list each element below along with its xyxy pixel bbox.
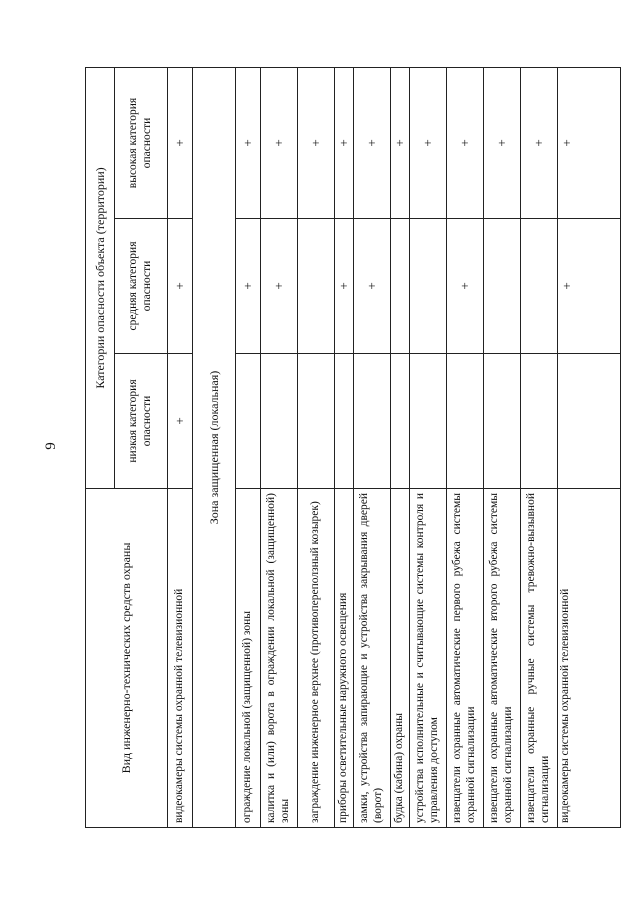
mark-medium (391, 219, 410, 354)
table-row (335, 67, 354, 827)
mark-low (521, 354, 558, 489)
mark-medium: + (168, 219, 193, 354)
mark-low (236, 354, 261, 489)
mark-high: + (261, 67, 298, 218)
mark-high: + (335, 67, 354, 218)
table-row (236, 67, 261, 827)
mark-medium (298, 219, 335, 354)
mark-medium: + (236, 219, 261, 354)
mark-low (558, 354, 621, 489)
row-name: приборы осветительные наружного освещения (335, 489, 354, 828)
mark-medium (410, 219, 447, 354)
table-row (447, 67, 484, 827)
mark-high: + (410, 67, 447, 218)
mark-medium (484, 219, 521, 354)
security-means-table (85, 67, 621, 828)
mark-medium: + (447, 219, 484, 354)
row-name: ограждение локальной (защищенной) зоны (236, 489, 261, 828)
mark-high: + (298, 67, 335, 218)
table-row (521, 67, 558, 827)
row-name: видеокамеры системы охранной телевизионной (558, 489, 621, 828)
header-high-category: высокая категория опасности (115, 67, 168, 218)
row-name: устройства исполнительные и считывающие системы контроля и управления доступом (410, 489, 447, 828)
mark-medium (521, 219, 558, 354)
mark-low (261, 354, 298, 489)
row-name: извещатели охранные ручные системы тревожно-вызывной сигнализации (521, 489, 558, 828)
mark-high: + (521, 67, 558, 218)
rotated-page (43, 68, 574, 828)
mark-medium: + (335, 219, 354, 354)
table-row (391, 67, 410, 827)
header-category-group: Категории опасности объекта (территории) (86, 67, 115, 488)
mark-medium: + (558, 219, 621, 354)
row-name: заграждение инженерное верхнее (противопереползный козырек) (298, 489, 335, 828)
mark-low (354, 354, 391, 489)
zone-header-row (193, 67, 236, 827)
mark-high: + (558, 67, 621, 218)
mark-low (410, 354, 447, 489)
mark-high: + (484, 67, 521, 218)
mark-high: + (168, 67, 193, 218)
mark-medium: + (354, 219, 391, 354)
header-low-category: низкая категория опасности (115, 354, 168, 489)
row-name: будка (кабина) охраны (391, 489, 410, 828)
table-row (410, 67, 447, 827)
table-row (354, 67, 391, 827)
mark-low (298, 354, 335, 489)
table-row (261, 67, 298, 827)
mark-low: + (168, 354, 193, 489)
table-row (298, 67, 335, 827)
mark-high: + (354, 67, 391, 218)
header-medium-category: средняя категория опасности (115, 219, 168, 354)
mark-medium: + (261, 219, 298, 354)
table-row (168, 67, 193, 827)
zone-title: Зона защищенная (локальная) (193, 67, 236, 827)
row-name: извещатели охранные автоматические первого рубежа системы охранной сигнализации (447, 489, 484, 828)
page-number: 9 (43, 442, 59, 450)
mark-low (391, 354, 410, 489)
mark-high: + (391, 67, 410, 218)
mark-low (447, 354, 484, 489)
row-name: извещатели охранные автоматические второго рубежа системы охранной сигнализации (484, 489, 521, 828)
header-equipment-type: Вид инженерно-технических средств охраны (86, 489, 168, 828)
row-name: калитка и (или) ворота в ограждении локальной (защищенной) зоны (261, 489, 298, 828)
table-row (558, 67, 621, 827)
row-name: видеокамеры системы охранной телевизионной (168, 489, 193, 828)
row-name: замки, устройства запирающие и устройства закрывания дверей (ворот) (354, 489, 391, 828)
mark-high: + (236, 67, 261, 218)
table-row (484, 67, 521, 827)
mark-low (484, 354, 521, 489)
mark-low (335, 354, 354, 489)
mark-high: + (447, 67, 484, 218)
